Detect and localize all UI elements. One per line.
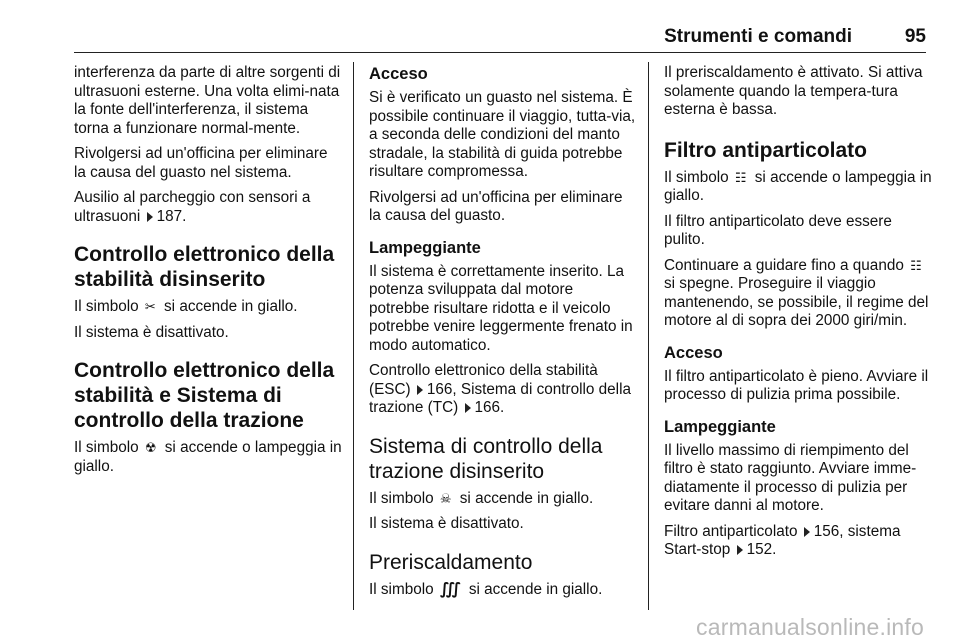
section-heading: Sistema di controllo della trazione disinserito — [369, 434, 603, 483]
particulate-filter-icon: ☷ — [734, 169, 747, 185]
subsection-heading: Acceso — [369, 65, 428, 83]
page-reference-link[interactable]: 166. — [474, 399, 505, 416]
paragraph: Il simbolo ☷ si accende o lampeggia in giallo. — [664, 168, 932, 204]
section-heading: Filtro antiparticolato — [664, 138, 868, 162]
paragraph: Il sistema è disattivato. — [369, 515, 524, 532]
page-reference-arrow-icon — [147, 212, 153, 222]
section-heading: Preriscaldamento — [369, 550, 533, 574]
page-title: Strumenti e comandi — [664, 26, 852, 47]
particulate-filter-icon: ☷ — [910, 257, 922, 273]
preheat-coil-icon: ∭ — [439, 580, 461, 598]
column-middle — [369, 64, 637, 606]
page-reference-arrow-icon — [465, 403, 471, 413]
subsection-heading: Lampeggiante — [369, 238, 481, 257]
paragraph: Il simbolo ☢ si accende o lampeggia in giallo. — [74, 439, 342, 475]
subsection-heading: Lampeggiante — [664, 417, 776, 436]
section-heading: Controllo elettronico della stabilità disinserito — [74, 243, 335, 291]
paragraph: Continuare a guidare fino a quando ☷ si spegne. Proseguire il viaggio mantenendo, se possibile, il regime del motore al di sopra dei 2000 giri/min. — [664, 256, 929, 329]
column-divider — [353, 62, 354, 610]
paragraph: Il filtro antiparticolato è pieno. Avviare il processo di pulizia prima possibile. — [664, 367, 929, 403]
paragraph: Il sistema è correttamente inserito. La potenza sviluppata dal motore potrebbe risultare ridotta e il veicolo potrebbe venire leggermente frenato in modo automatico. — [369, 262, 633, 354]
paragraph: Si è verificato un guasto nel sistema. È possibile continuare il viaggio, tutta-via, a seconda delle condizioni del manto stradale, la stabilità di guida potrebbe risultare compromessa. — [369, 89, 636, 180]
paragraph: Controllo elettronico della stabilità (ESC) 166, Sistema di controllo della trazione (TC) 166. — [369, 362, 631, 416]
page-reference-link[interactable]: 166, Sistema di controllo della trazione (TC) — [369, 380, 631, 416]
paragraph: Il sistema è disattivato. — [74, 323, 229, 341]
paragraph: Il preriscaldamento è attivato. Si attiva solamente quando la tempera-tura esterna è bassa. — [664, 64, 923, 118]
paragraph: Rivolgersi ad un'officina per eliminare la causa del guasto. — [369, 188, 623, 224]
paragraph: Il simbolo ∭ si accende in giallo. — [369, 580, 603, 598]
paragraph: Rivolgersi ad un'officina per eliminare la causa del guasto nel sistema. — [74, 145, 328, 181]
paragraph: Il livello massimo di riempimento del filtro è stato raggiunto. Avviare imme-diatamente il processo di pulizia per evitare danni al motore. — [664, 441, 917, 514]
paragraph: Il filtro antiparticolato deve essere pulito. — [664, 212, 892, 248]
tc-off-icon: ☠ — [439, 490, 452, 506]
paragraph: Il simbolo ☠ si accende in giallo. — [369, 489, 594, 507]
page-reference-link[interactable]: 152. — [746, 541, 777, 558]
paragraph: Filtro antiparticolato 156, sistema Start-stop 152. — [664, 522, 901, 558]
column-left — [74, 64, 342, 483]
watermark: carmanualsonline.info — [696, 614, 924, 640]
subsection-heading: Acceso — [664, 343, 723, 362]
page-reference-arrow-icon — [737, 545, 743, 555]
page-header — [74, 26, 926, 53]
page-reference-arrow-icon — [804, 527, 810, 537]
paragraph: Il simbolo ✂ si accende in giallo. — [74, 298, 298, 315]
section-heading: Controllo elettronico della stabilità e Sistema di controllo della trazione — [74, 359, 335, 432]
page-number: 95 — [904, 26, 926, 47]
page-reference-link[interactable]: 187. — [156, 207, 187, 225]
page-reference-link[interactable]: 156, sistema Start-stop — [664, 522, 901, 558]
paragraph: Ausilio al parcheggio con sensori a ultrasuoni 187. — [74, 189, 311, 225]
page-reference-arrow-icon — [417, 385, 423, 395]
paragraph: interferenza da parte di altre sorgenti di ultrasuoni esterne. Una volta elimi-nata la fonte dell'interferenza, il sistema torna a funzionare normal-mente. — [74, 64, 341, 137]
esc-off-icon: ✂ — [144, 299, 156, 314]
esc-traction-icon: ☢ — [144, 440, 157, 455]
column-right — [664, 64, 932, 567]
column-divider — [648, 62, 649, 610]
